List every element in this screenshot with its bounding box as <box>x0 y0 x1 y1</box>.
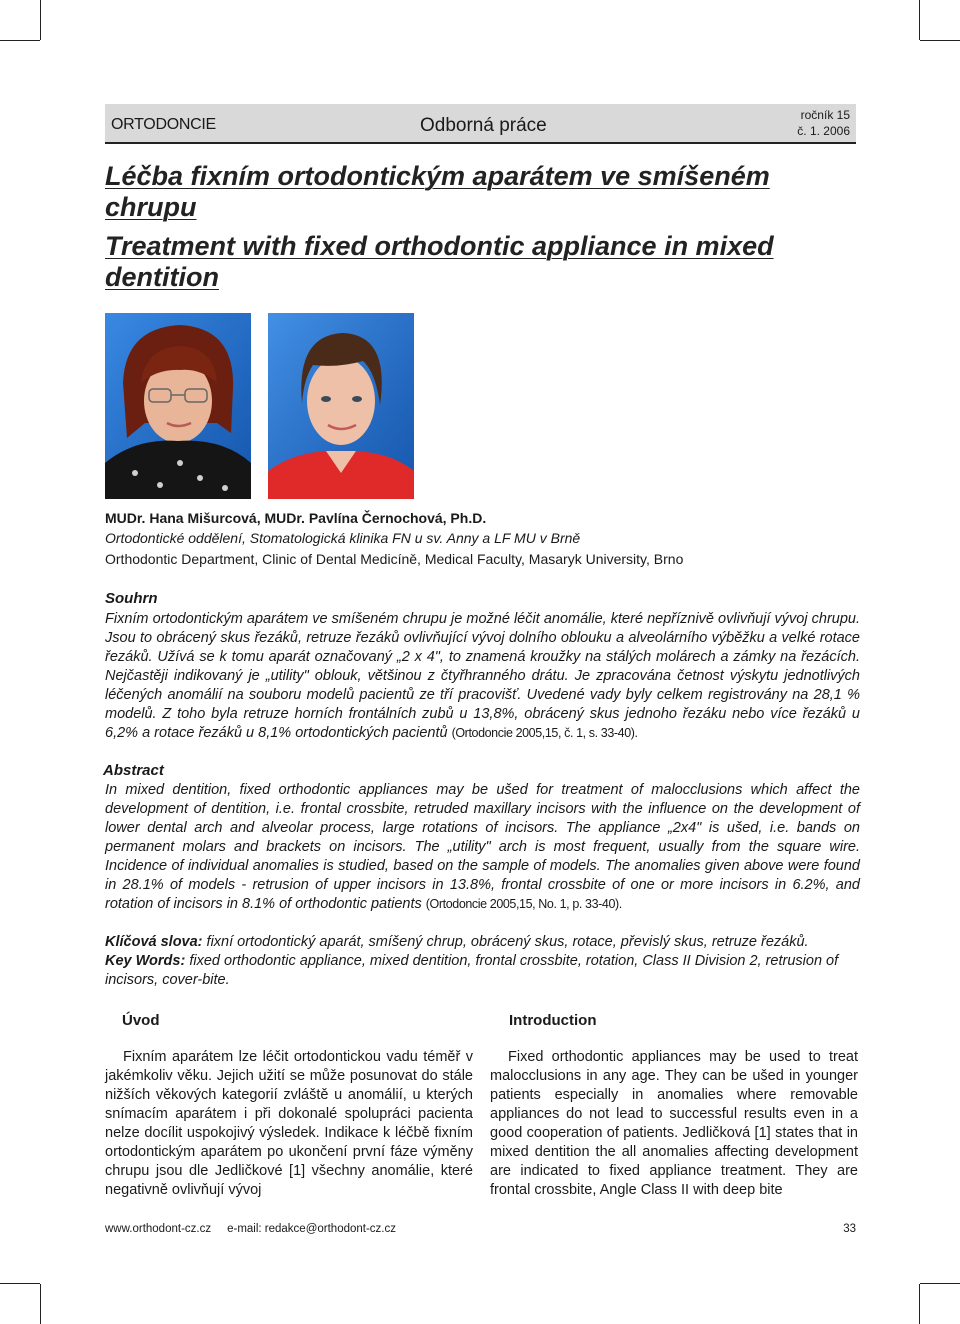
affiliation-czech: Ortodontické oddělení, Stomatologická klinika FN u sv. Anny a LF MU v Brně <box>105 530 581 546</box>
summary-body: Fixním ortodontickým aparátem ve smíšeném chrupu je možné léčit anomálie, které nepříznivě ovlivňují vývoj chrupu. Jsou to obrácený skus řezáků, retruze řezáků ovlivňující vývoj dolního oblouku a alveolárního výběžku a velké rotace řezáků. Užívá se k tomu aparát označovaný „2 x 4", to znamená kroužky na stálých molárech a zámky na řezácích. Nejčastěji indikovaný je „utility" oblouk, většinou z čtyřhranného drátu. Je zpracována četnost výskytu jednotlivých léčených anomálií na souboru modelů pacientů ze tří pracovišť. Uvedené vady byly celkem registrovány na 28,1 % modelů. Z toho byla retruze horních frontálních zubů u 13,8%, obrácený skus jednoho řezáku nebo více řezáků u 6,2% a rotace řezáků u 8,1% ortodontických pacientů <box>105 611 860 741</box>
journal-header <box>105 104 856 144</box>
volume: ročník 15 <box>800 108 850 122</box>
article-type: Odborná práce <box>420 115 547 136</box>
footer-email: e-mail: redakce@orthodont-cz.cz <box>227 1223 396 1235</box>
keywords-czech <box>105 933 895 952</box>
crop-mark <box>40 0 41 40</box>
crop-mark <box>919 1284 920 1324</box>
abstract-heading: Abstract <box>103 762 164 779</box>
abstract-text <box>105 781 860 914</box>
crop-mark <box>920 1283 960 1284</box>
keywords-czech-value: fixní ortodontický aparát, smíšený chrup, obrácený skus, rotace, převislý skus, retruze řezáků. <box>206 934 809 950</box>
authors: MUDr. Hana Mišurcová, MUDr. Pavlína Černochová, Ph.D. <box>105 510 487 526</box>
affiliation-english: Orthodontic Department, Clinic of Dental Medicíně, Medical Faculty, Masaryk University, Brno <box>105 551 684 567</box>
author-photo-1 <box>105 313 251 499</box>
issue: č. 1. 2006 <box>797 124 850 138</box>
crop-mark <box>0 1283 40 1284</box>
intro-heading-english: Introduction <box>509 1012 597 1029</box>
summary-citation: (Ortodoncie 2005,15, č. 1, s. 33-40). <box>451 726 638 740</box>
abstract-citation: (Ortodoncie 2005,15, No. 1, p. 33-40). <box>425 897 622 911</box>
intro-text-czech: Fixním aparátem lze léčit ortodontickou vadu téměř v jakémkoliv věku. Jejich užití se může posunovat do stále nižších věkových kategorií zvláště u anomálií, u kterých snímacím aparátem i při dokonalé spolupráci pacienta nelze docílit uspokojivý výsledek. Indikace k léčbě fixním ortodontickým aparátem po ukončení první fáze výměny chrupu jsou dle Jedličkové [1] všechny anomálie, které negativně ovlivňují vývoj <box>105 1049 473 1198</box>
keywords-english-value: fixed orthodontic appliance, mixed dentition, frontal crossbite, rotation, Class II Division 2, retrusion of incisors, cover-bite. <box>105 953 839 988</box>
intro-heading-czech: Úvod <box>122 1012 160 1029</box>
journal-section: ORTODONCIE <box>111 116 216 133</box>
title-czech: Léčba fixním ortodontickým aparátem ve smíšeném chrupu <box>105 161 770 222</box>
abstract-body: In mixed dentition, fixed orthodontic appliances may be ušed for treatment of malocclusions which affect the development of dentition, i.e. frontal crossbite, retruded maxillary incisors with the influence on the development of lower dental arch and alveolar process, large rotations of incisors. The appliance „2x4" is ušed, i.e. bands on permanent molars and brackets on incisors. The „utility" arch is most frequent, usually from the square wire. Incidence of individual anomalies is studied, based on the sample of models. The anomalies given above were found in 28.1% of models - retrusion of upper incisors in 13.8%, frontal crossbite of one or more incisors in 6.2%, and rotation of incisors in 8.1% of orthodontic patients <box>105 782 860 912</box>
footer-website: www.orthodont-cz.cz <box>105 1223 212 1235</box>
summary-heading: Souhrn <box>105 590 158 607</box>
intro-text-english: Fixed orthodontic appliances may be used to treat malocclusions in any age. They can be ušed in younger patients especially in anomalies where removable appliances do not lead to successful results even in a good cooperation of patients. Jedličková [1] states that in mixed dentition the all anomalies affecting development are indicated to fixed appliance treatment. They are frontal crossbite, Angle Class II with deep bite <box>490 1049 858 1198</box>
keywords-english <box>105 952 895 990</box>
crop-mark <box>920 40 960 41</box>
crop-mark <box>0 40 40 41</box>
author-photo-2 <box>268 313 414 499</box>
crop-mark <box>919 0 920 40</box>
keywords-czech-label: Klíčová slova: <box>105 934 203 950</box>
volume-issue <box>797 107 850 139</box>
keywords-english-label: Key Words: <box>105 953 186 969</box>
title-english: Treatment with fixed orthodontic appliance in mixed dentition <box>105 231 774 292</box>
summary-text <box>105 610 860 743</box>
page-number: 33 <box>843 1223 856 1235</box>
crop-mark <box>40 1284 41 1324</box>
footer-contact <box>105 1223 396 1235</box>
